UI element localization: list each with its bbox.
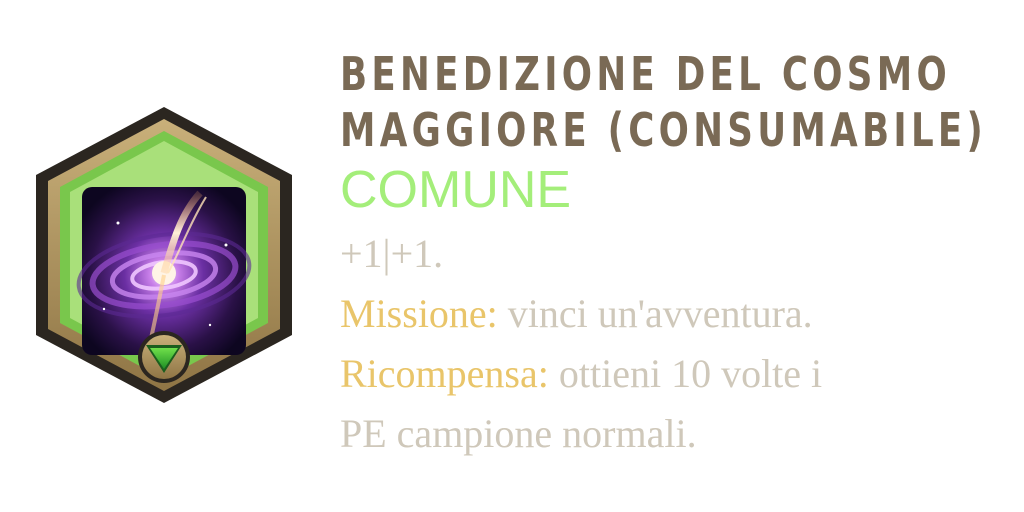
reward-text-line2: PE campione normali. <box>340 411 697 456</box>
stats-line: +1|+1. <box>340 231 444 276</box>
item-title-line2: MAGGIORE (CONSUMABILE) <box>340 103 988 157</box>
mission-line <box>340 284 1010 344</box>
item-icon-frame <box>30 105 298 405</box>
item-title-line1: BENEDIZIONE DEL COSMO <box>340 47 952 101</box>
item-title <box>340 46 988 158</box>
reward-line <box>340 344 1010 404</box>
item-description <box>340 224 1010 464</box>
reward-label: Ricompensa: <box>340 351 549 396</box>
cosmic-vortex-icon <box>30 105 298 405</box>
reward-text-line1: ottieni 10 volte i <box>548 351 823 396</box>
mission-label: Missione: <box>340 291 498 336</box>
rarity-label: COMUNE <box>340 161 572 219</box>
item-tooltip <box>340 46 1010 464</box>
mission-text: vinci un'avventura. <box>497 291 813 336</box>
down-triangle-badge-icon <box>138 331 190 383</box>
